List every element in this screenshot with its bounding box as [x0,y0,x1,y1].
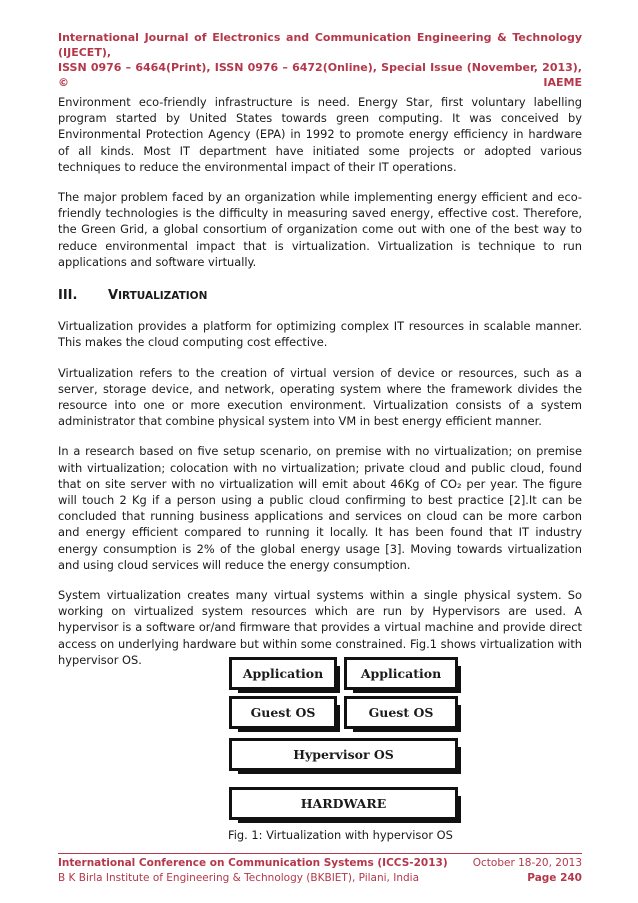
section-title-initial: V [108,288,119,304]
paragraph: The major problem faced by an organization while implementing energy efficient and eco-friendly technologies is the difficulty in measuring saved energy, effective cost. Therefore, the Green Grid, a global consortium of organization come out with one of the best way to reduce environmental impact that is virtualization. Virtualization is technique to run applications and software virtually. [58,190,582,269]
paragraph: Virtualization refers to the creation of virtual version of device or resources, such as a server, storage device, and network, operating system where the framework divides the resource into one or more execution environment. Virtualization consists of a system administrator that combine physical system into VM in best energy efficient manner. [58,365,582,429]
journal-header-line-1: International Journal of Electronics and Communication Engineering & Technology (IJECET), [58,31,582,59]
section-title-rest: IRTUALIZATION [118,290,208,303]
paragraph: In a research based on five setup scenario, on premise with no virtualization; on premise with virtualization; colocation with no virtualization; private cloud and public cloud, found that on site server with no virtualization will emit about 46Kg of CO₂ per year. The figure will touch 2 Kg if a person using a public cloud confirming to best practice [2].It can be concluded that running business applications and services on cloud can be more carbon and energy efficient compared to running it locally. It has been found that IT industry energy consumption is 2% of the global energy usage [3]. Moving towards virtualization and using cloud services will reduce the energy consumption. [58,444,582,572]
page-footer [58,856,582,886]
journal-header-line-2: ISSN 0976 – 6464(Print), ISSN 0976 – 6472(Online), Special Issue (November, 2013), © IAEME [58,61,582,89]
footer-page-number: Page 240 [527,872,582,884]
paragraph: Environment eco-friendly infrastructure is need. Energy Star, first voluntary labelling program started by United States towards green computing. It was conceived by Environmental Protection Agency (EPA) in 1992 to promote energy efficiency in hardware of all kinds. Most IT department have initiated some projects or adopted various techniques to reduce the environmental impact of their IT operations. [58,95,582,174]
figure-caption: Fig. 1: Virtualization with hypervisor OS [228,828,453,842]
journal-header [58,30,582,90]
guest-os-box-left: Guest OS [229,696,337,729]
section-title [108,288,207,304]
guest-os-box-right: Guest OS [344,696,458,729]
hardware-box: HARDWARE [229,787,458,820]
paragraph: Virtualization provides a platform for optimizing complex IT resources in scalable manner. This makes the cloud computing cost effective. [58,319,582,350]
section-number: III. [58,288,78,304]
article-body [58,94,582,682]
application-box-left: Application [229,657,337,690]
footer-dates: October 18-20, 2013 [472,857,582,869]
footer-divider [58,853,582,854]
footer-institute: B K Birla Institute of Engineering & Technology (BKBIET), Pilani, India [58,872,419,884]
section-heading [58,288,582,304]
footer-conference: International Conference on Communication Systems (ICCS-2013) [58,857,448,869]
virtualization-diagram [225,654,465,826]
hypervisor-os-box: Hypervisor OS [229,738,458,771]
application-box-right: Application [344,657,458,690]
paragraph: System virtualization creates many virtual systems within a single physical system. So working on virtualized system resources which are run by Hypervisors are used. A hypervisor is a software or/and firmware that provides a virtual machine and provide direct access on underlying hardware but within some constrained. Fig.1 shows virtualization with hypervisor OS. [58,588,582,667]
